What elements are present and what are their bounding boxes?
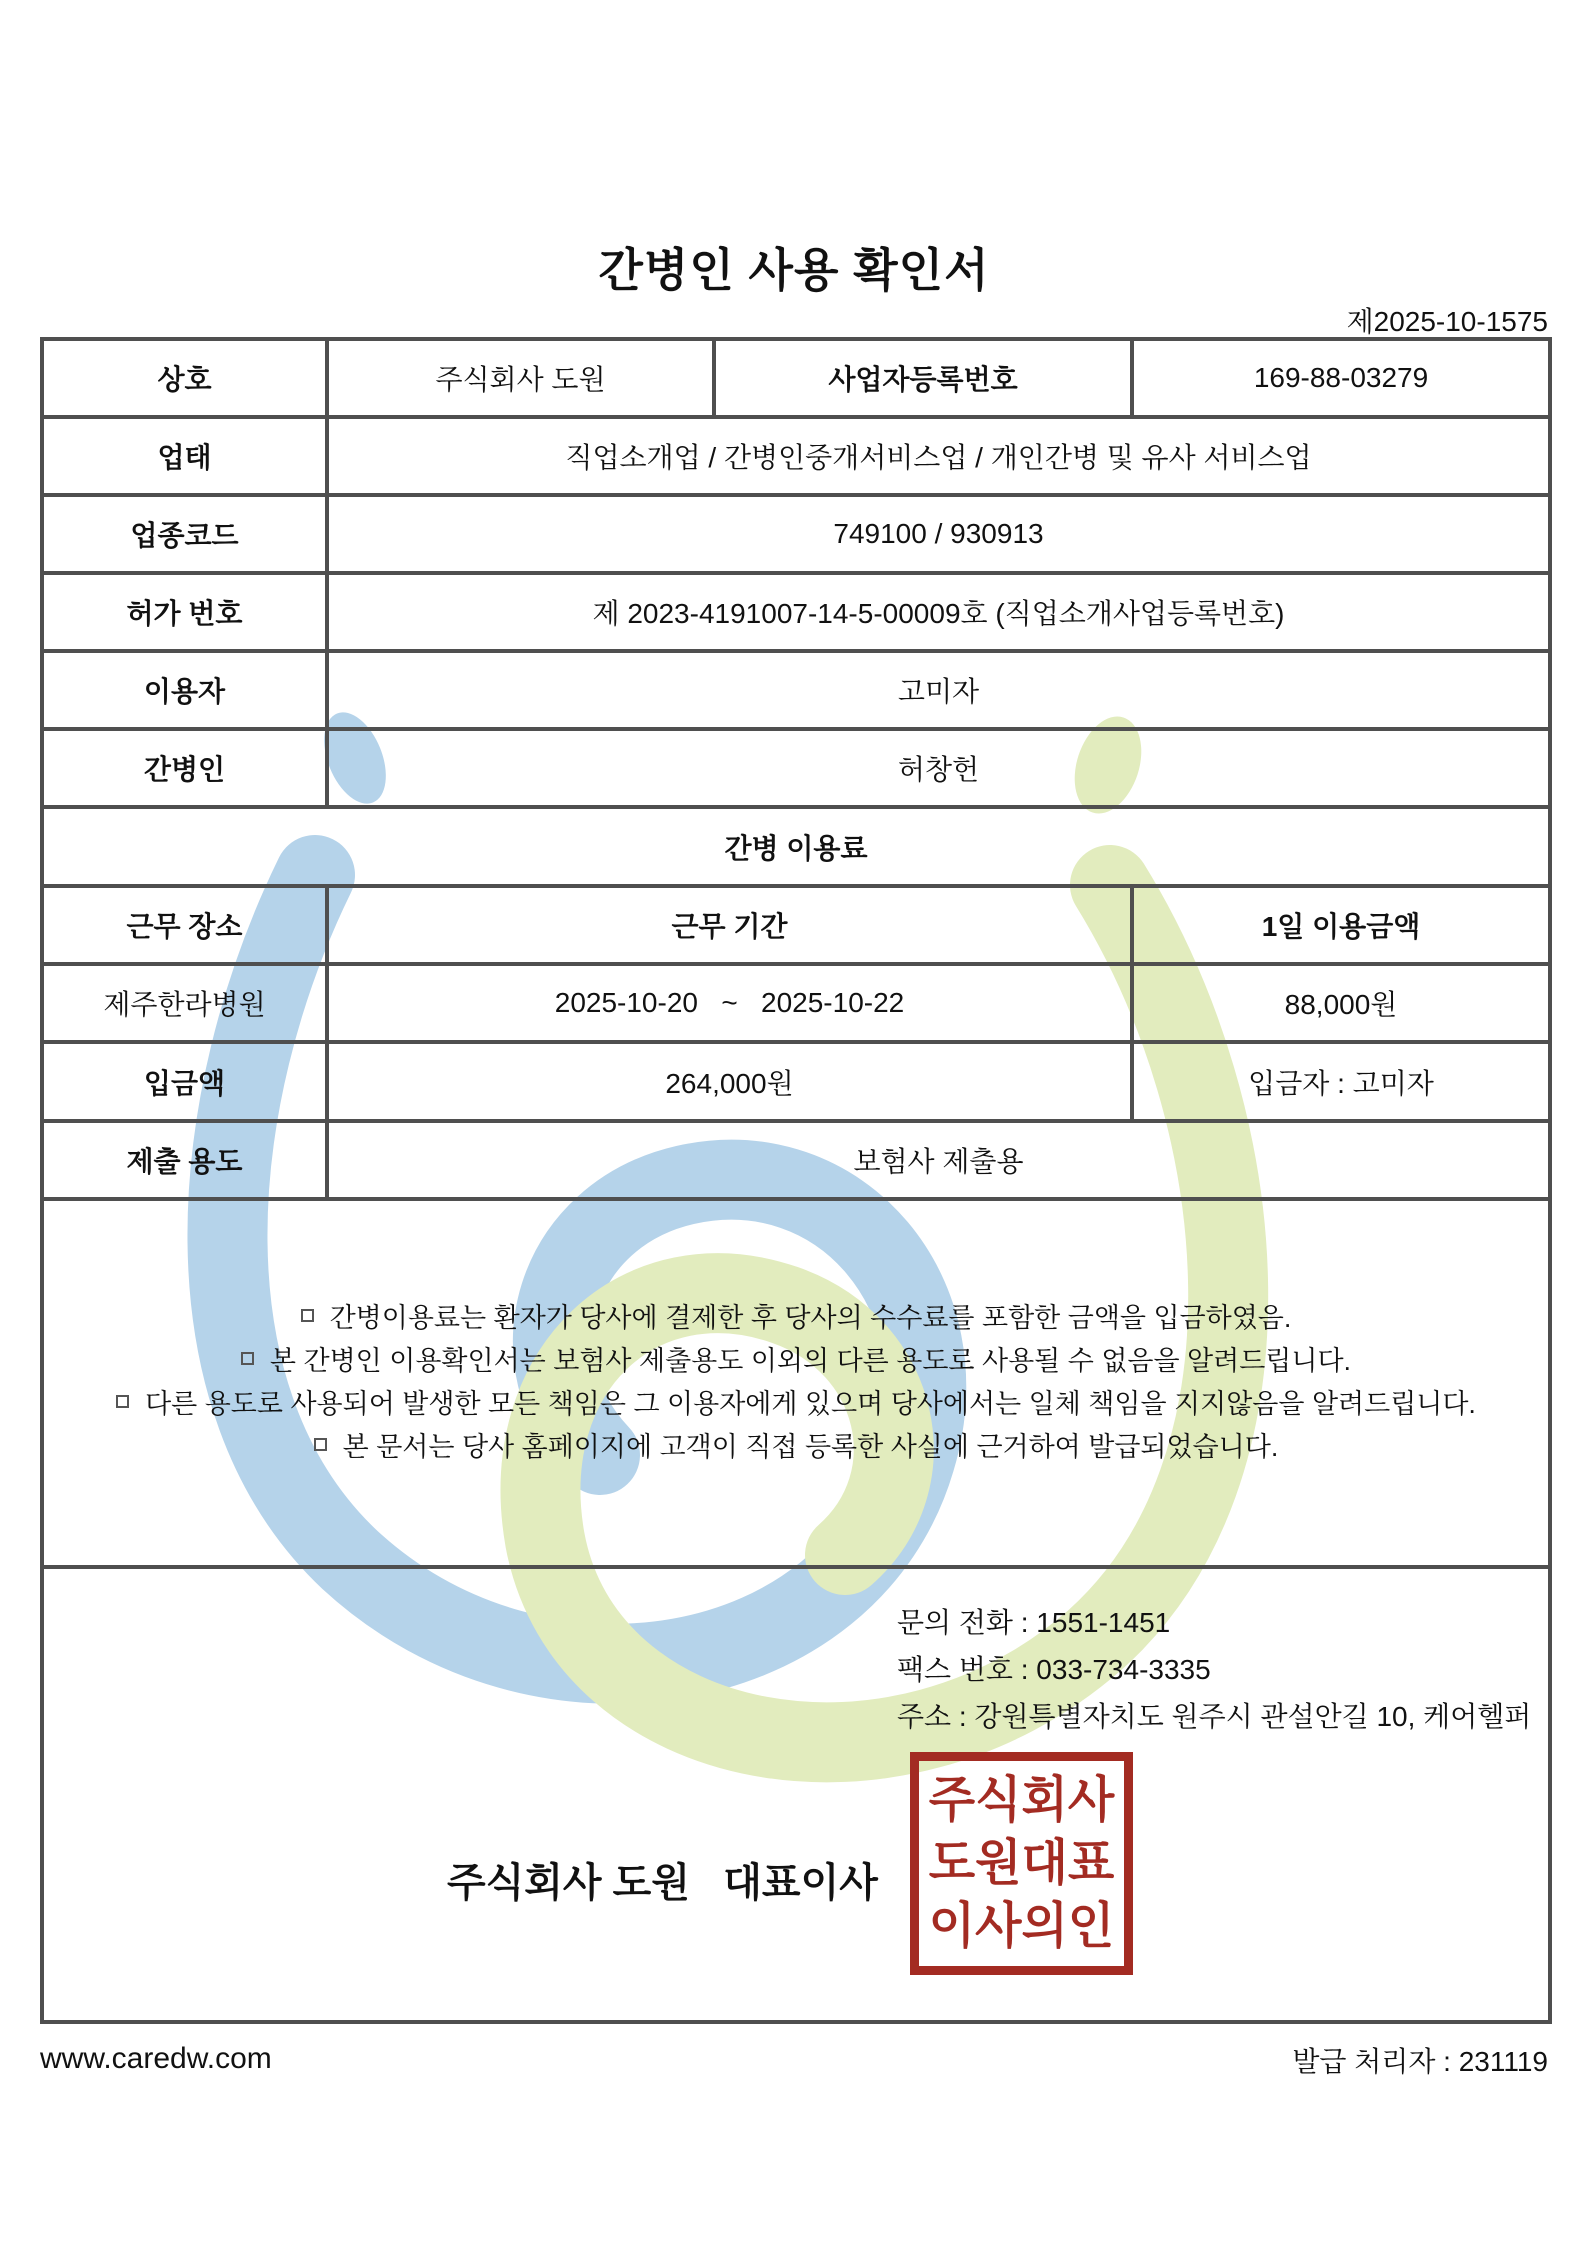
biz-type-label: 업태 xyxy=(42,417,327,495)
note-item xyxy=(44,1426,1548,1469)
industry-code-value: 749100 / 930913 xyxy=(327,495,1550,573)
row-fee-section-title xyxy=(42,807,1550,886)
work-place-value: 제주한라병원 xyxy=(42,964,327,1042)
row-deposit xyxy=(42,1042,1550,1121)
biz-reg-label: 사업자등록번호 xyxy=(714,339,1132,417)
stamp-text-line: 이사의인 xyxy=(928,1899,1115,1954)
work-place-header: 근무 장소 xyxy=(42,886,327,964)
contact-block xyxy=(897,1599,1531,1740)
biz-reg-value: 169-88-03279 xyxy=(1132,339,1550,417)
work-period-value: 2025-10-20 ~ 2025-10-22 xyxy=(327,964,1132,1042)
work-period-header: 근무 기간 xyxy=(327,886,1132,964)
biz-type-value: 직업소개업 / 간병인중개서비스업 / 개인간병 및 유사 서비스업 xyxy=(327,417,1550,495)
purpose-value: 보험사 제출용 xyxy=(327,1121,1550,1199)
deposit-label: 입금액 xyxy=(42,1042,327,1121)
deposit-value: 264,000원 xyxy=(327,1042,1132,1121)
page-title: 간병인 사용 확인서 xyxy=(598,244,990,296)
row-industry-code xyxy=(42,495,1550,573)
daily-fee-value: 88,000원 xyxy=(1132,964,1550,1042)
depositor-value: : 고미자 xyxy=(1329,1067,1434,1099)
website-url: www.caredw.com xyxy=(40,2042,272,2075)
permit-label: 허가 번호 xyxy=(42,573,327,651)
depositor-label: 입금자 xyxy=(1248,1067,1330,1099)
row-user xyxy=(42,651,1550,729)
row-permit xyxy=(42,573,1550,651)
company-value: 주식회사 도원 xyxy=(327,339,714,417)
stamp-text-line: 도원대표 xyxy=(928,1836,1115,1891)
permit-value: 제 2023-4191007-14-5-00009호 (직업소개사업등록번호) xyxy=(327,573,1550,651)
row-signature xyxy=(42,1567,1550,2022)
note-text: 본 문서는 당사 홈페이지에 고객이 직접 등록한 사실에 근거하여 발급되었습니다. xyxy=(342,1432,1279,1462)
issuer-id: 발급 처리자 : 231119 xyxy=(1292,2046,1548,2077)
note-item xyxy=(44,1383,1548,1426)
square-bullet-icon xyxy=(314,1438,327,1451)
note-text: 다른 용도로 사용되어 발생한 모든 책임은 그 이용자에게 있으며 당사에서는 일체 책임을 지지않음을 알려드립니다. xyxy=(145,1389,1476,1419)
row-fee-header xyxy=(42,886,1550,964)
contact-phone: 문의 전화 : 1551-1451 xyxy=(897,1607,1171,1638)
caregiver-label: 간병인 xyxy=(42,729,327,807)
daily-fee-header: 1일 이용금액 xyxy=(1132,886,1550,964)
row-notes xyxy=(42,1199,1550,1567)
row-company xyxy=(42,339,1550,417)
square-bullet-icon xyxy=(301,1309,314,1322)
fee-section-title: 간병 이용료 xyxy=(42,807,1550,886)
row-purpose xyxy=(42,1121,1550,1199)
note-item xyxy=(44,1297,1548,1340)
square-bullet-icon xyxy=(116,1395,129,1408)
note-text: 간병이용료는 환자가 당사에 결제한 후 당사의 수수료를 포함한 금액을 입금하였음. xyxy=(329,1303,1292,1333)
caregiver-value: 허창헌 xyxy=(327,729,1550,807)
industry-code-label: 업종코드 xyxy=(42,495,327,573)
row-fee-data xyxy=(42,964,1550,1042)
notes-area xyxy=(42,1199,1550,1567)
stamp-text-line: 주식회사 xyxy=(928,1773,1115,1828)
note-text: 본 간병인 이용확인서는 보험사 제출용도 이외의 다른 용도로 사용될 수 없음을 알려드립니다. xyxy=(269,1346,1352,1376)
row-biz-type xyxy=(42,417,1550,495)
purpose-label: 제출 용도 xyxy=(42,1121,327,1199)
user-value: 고미자 xyxy=(327,651,1550,729)
company-signature-text: 주식회사 도원 대표이사 xyxy=(447,1861,878,1905)
signature-area xyxy=(42,1567,1550,2022)
user-label: 이용자 xyxy=(42,651,327,729)
document-number: 제2025-10-1575 xyxy=(1346,306,1548,337)
contact-address: 주소 : 강원특별자치도 원주시 관설안길 10, 케어헬퍼 xyxy=(897,1701,1532,1732)
square-bullet-icon xyxy=(241,1352,254,1365)
company-label: 상호 xyxy=(42,339,327,417)
depositor-cell xyxy=(1132,1042,1550,1121)
row-caregiver xyxy=(42,729,1550,807)
corporate-seal-stamp xyxy=(910,1752,1133,1975)
confirmation-table xyxy=(40,337,1552,2024)
note-item xyxy=(44,1340,1548,1383)
contact-fax: 팩스 번호 : 033-734-3335 xyxy=(897,1654,1211,1685)
